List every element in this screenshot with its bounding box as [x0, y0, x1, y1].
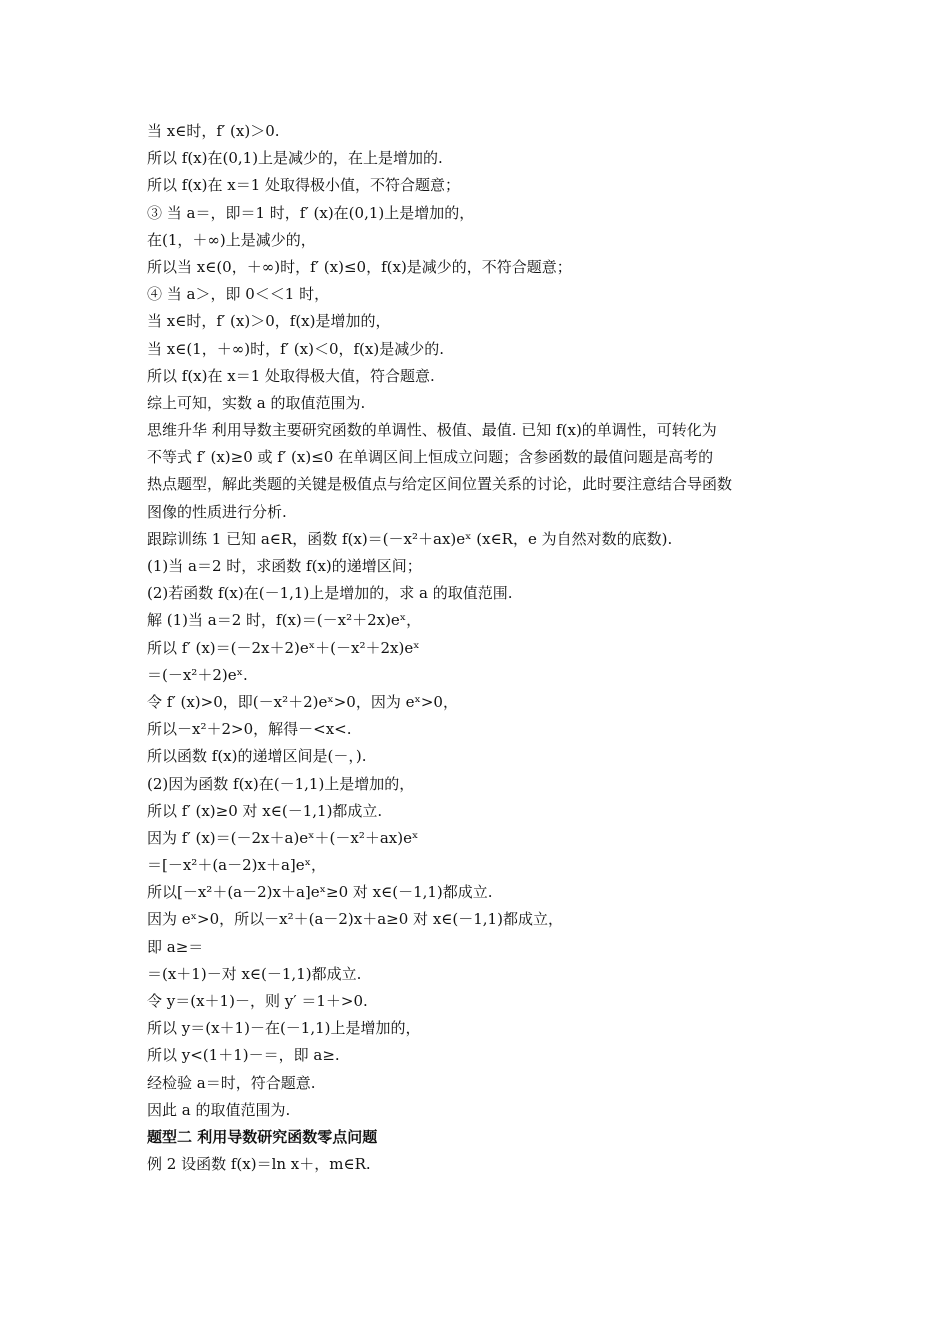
- text-line: 所以 f(x)在 x＝1 处取得极小值，不符合题意；: [147, 176, 461, 195]
- summary-line: 热点题型，解此类题的关键是极值点与给定区间位置关系的讨论，此时要注意结合导函数: [147, 475, 733, 494]
- solution-line: 所以[－x²＋(a－2)x＋a]eˣ≥0 对 x∈(－1,1)都成立.: [147, 883, 493, 902]
- exercise-line: (1)当 a＝2 时，求函数 f(x)的递增区间；: [147, 557, 422, 575]
- solution-line: 解 (1)当 a＝2 时，f(x)＝(－x²＋2x)eˣ，: [147, 611, 422, 630]
- section-heading: 题型二 利用导数研究函数零点问题: [147, 1127, 378, 1146]
- solution-line: ＝(－x²＋2)eˣ.: [147, 665, 248, 684]
- summary-line: 不等式 f′ (x)≥0 或 f′ (x)≤0 在单调区间上恒成立问题；含参函数的最值问题是高考的: [147, 448, 714, 467]
- solution-line: 因为 f′ (x)＝(－2x＋a)eˣ＋(－x²＋ax)eˣ: [147, 828, 419, 847]
- solution-line: 令 f′ (x)>0，即(－x²＋2)eˣ>0，因为 eˣ>0，: [147, 692, 458, 711]
- solution-line: 所以 y<(1＋1)－＝，即 a≥.: [147, 1046, 340, 1065]
- text-line: 当 x∈(1，＋∞)时，f′ (x)＜0，f(x)是减少的.: [147, 339, 444, 358]
- text-line: 在(1，＋∞)上是减少的，: [147, 230, 316, 249]
- solution-line: 令 y＝(x＋1)－，则 y′ ＝1＋>0.: [147, 992, 368, 1010]
- text-line: ④ 当 a＞，即 0＜＜1 时，: [147, 285, 330, 304]
- solution-line: 经检验 a＝时，符合题意.: [147, 1073, 316, 1092]
- solution-line: 即 a≥＝: [147, 937, 204, 956]
- text-line: 所以 f(x)在 x＝1 处取得极大值，符合题意.: [147, 366, 435, 385]
- summary-line: 思维升华 利用导数主要研究函数的单调性、极值、最值. 已知 f(x)的单调性，可转化为: [147, 421, 717, 440]
- solution-line: 所以 f′ (x)≥0 对 x∈(－1,1)都成立.: [147, 801, 383, 820]
- text-line: 综上可知，实数 a 的取值范围为.: [147, 393, 366, 412]
- text-line: 当 x∈时，f′ (x)＞0.: [147, 122, 280, 140]
- solution-line: 因为 eˣ>0，所以－x²＋(a－2)x＋a≥0 对 x∈(－1,1)都成立，: [147, 910, 563, 929]
- solution-line: 所以－x²＋2>0，解得－<x<.: [147, 720, 352, 739]
- example-line: 例 2 设函数 f(x)＝ln x＋，m∈R.: [147, 1155, 371, 1174]
- solution-line: 因此 a 的取值范围为.: [147, 1100, 291, 1119]
- summary-line: 图像的性质进行分析.: [147, 502, 287, 521]
- text-line: 所以 f(x)在(0,1)上是减少的，在上是增加的.: [147, 149, 443, 168]
- solution-line: 所以 f′ (x)＝(－2x＋2)eˣ＋(－x²＋2x)eˣ: [147, 638, 420, 657]
- solution-line: (2)因为函数 f(x)在(－1,1)上是增加的，: [147, 774, 415, 793]
- solution-line: 所以 y＝(x＋1)－在(－1,1)上是增加的，: [147, 1019, 421, 1038]
- document-body: [147, 118, 817, 1178]
- solution-line: ＝(x＋1)－对 x∈(－1,1)都成立.: [147, 964, 362, 983]
- text-line: 所以当 x∈(0，＋∞)时，f′ (x)≤0，f(x)是减少的，不符合题意；: [147, 257, 572, 276]
- exercise-line: (2)若函数 f(x)在(－1,1)上是增加的，求 a 的取值范围.: [147, 584, 513, 603]
- solution-line: ＝[－x²＋(a－2)x＋a]eˣ，: [147, 856, 327, 875]
- text-line: ③ 当 a＝，即＝1 时，f′ (x)在(0,1)上是增加的，: [147, 203, 475, 222]
- exercise-line: 跟踪训练 1 已知 a∈R，函数 f(x)＝(－x²＋ax)eˣ (x∈R，e 为自然对数的底数).: [147, 529, 673, 548]
- text-line: 当 x∈时，f′ (x)＞0，f(x)是增加的，: [147, 312, 391, 331]
- solution-line: 所以函数 f(x)的递增区间是(－，).: [147, 747, 367, 766]
